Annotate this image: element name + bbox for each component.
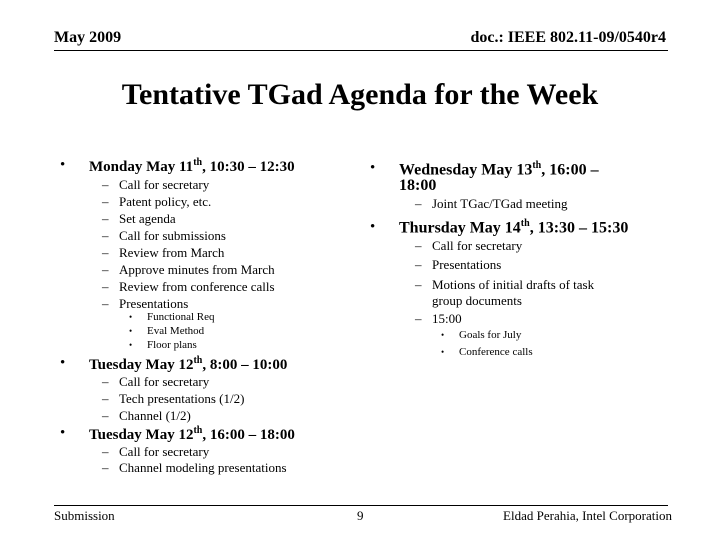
bullet-dash: – [102, 279, 109, 294]
thursday-item: Call for secretary [432, 238, 523, 253]
bullet-small-dot: • [129, 312, 133, 322]
bullet-dot: • [60, 355, 66, 371]
bullet-dash: – [102, 374, 109, 389]
tuesday-am-item: Tech presentations (1/2) [119, 391, 245, 406]
thursday-item-continuation: group documents [432, 293, 522, 308]
bullet-dash: – [102, 408, 109, 423]
tuesday-pm-heading: Tuesday May 12th, 16:00 – 18:00 [89, 425, 295, 443]
monday-subitem: Functional Req [147, 311, 215, 323]
bullet-dash: – [415, 238, 422, 253]
bullet-dash: – [102, 262, 109, 277]
header-date: May 2009 [54, 29, 122, 46]
monday-item: Presentations [119, 296, 189, 311]
monday-item: Review from conference calls [119, 279, 275, 294]
bullet-dash: – [102, 460, 109, 475]
thursday-item: Presentations [432, 257, 502, 272]
header-rule [54, 50, 668, 51]
bullet-dash: – [415, 196, 422, 211]
bullet-dash: – [415, 311, 422, 326]
monday-heading: Monday May 11th, 10:30 – 12:30 [89, 157, 295, 175]
footer-rule [54, 505, 668, 506]
page-number: 9 [357, 508, 364, 523]
monday-item: Patent policy, etc. [119, 194, 212, 209]
bullet-dot: • [370, 160, 376, 176]
header-doc-id: doc.: IEEE 802.11-09/0540r4 [470, 29, 666, 46]
monday-item: Review from March [119, 245, 225, 260]
thursday-subitem: Conference calls [459, 346, 533, 358]
monday-item: Approve minutes from March [119, 262, 275, 277]
footer-author: Eldad Perahia, Intel Corporation [503, 508, 672, 523]
bullet-dot: • [370, 219, 376, 235]
bullet-dash: – [102, 296, 109, 311]
bullet-dash: – [102, 194, 109, 209]
thursday-item: Motions of initial drafts of task [432, 277, 595, 292]
thursday-subitem: Goals for July [459, 329, 522, 341]
wednesday-item: Joint TGac/TGad meeting [432, 196, 568, 211]
tuesday-am-heading: Tuesday May 12th, 8:00 – 10:00 [89, 355, 288, 373]
monday-item: Call for secretary [119, 177, 210, 192]
tuesday-pm-item: Call for secretary [119, 444, 210, 459]
tuesday-pm-item: Channel modeling presentations [119, 460, 287, 475]
bullet-dash: – [102, 391, 109, 406]
bullet-dash: – [102, 245, 109, 260]
bullet-small-dot: • [129, 340, 133, 350]
bullet-dash: – [102, 228, 109, 243]
slide-title: Tentative TGad Agenda for the Week [121, 78, 599, 111]
bullet-dash: – [415, 257, 422, 272]
bullet-dash: – [415, 277, 422, 292]
monday-subitem: Eval Method [147, 325, 205, 337]
wednesday-heading: Wednesday May 13th, 16:00 – [399, 160, 599, 179]
bullet-small-dot: • [129, 326, 133, 336]
bullet-dash: – [102, 444, 109, 459]
monday-item: Set agenda [119, 211, 176, 226]
footer-submission: Submission [54, 508, 115, 523]
bullet-dot: • [60, 157, 66, 173]
thursday-item: 15:00 [432, 311, 462, 326]
tuesday-am-item: Call for secretary [119, 374, 210, 389]
bullet-dot: • [60, 425, 66, 441]
thursday-heading: Thursday May 14th, 13:30 – 15:30 [399, 218, 629, 237]
bullet-small-dot: • [441, 347, 445, 357]
tuesday-am-item: Channel (1/2) [119, 408, 191, 423]
bullet-small-dot: • [441, 330, 445, 340]
bullet-dash: – [102, 177, 109, 192]
monday-item: Call for submissions [119, 228, 226, 243]
monday-subitem: Floor plans [147, 339, 197, 351]
wednesday-heading-line2: 18:00 [399, 177, 437, 194]
bullet-dash: – [102, 211, 109, 226]
